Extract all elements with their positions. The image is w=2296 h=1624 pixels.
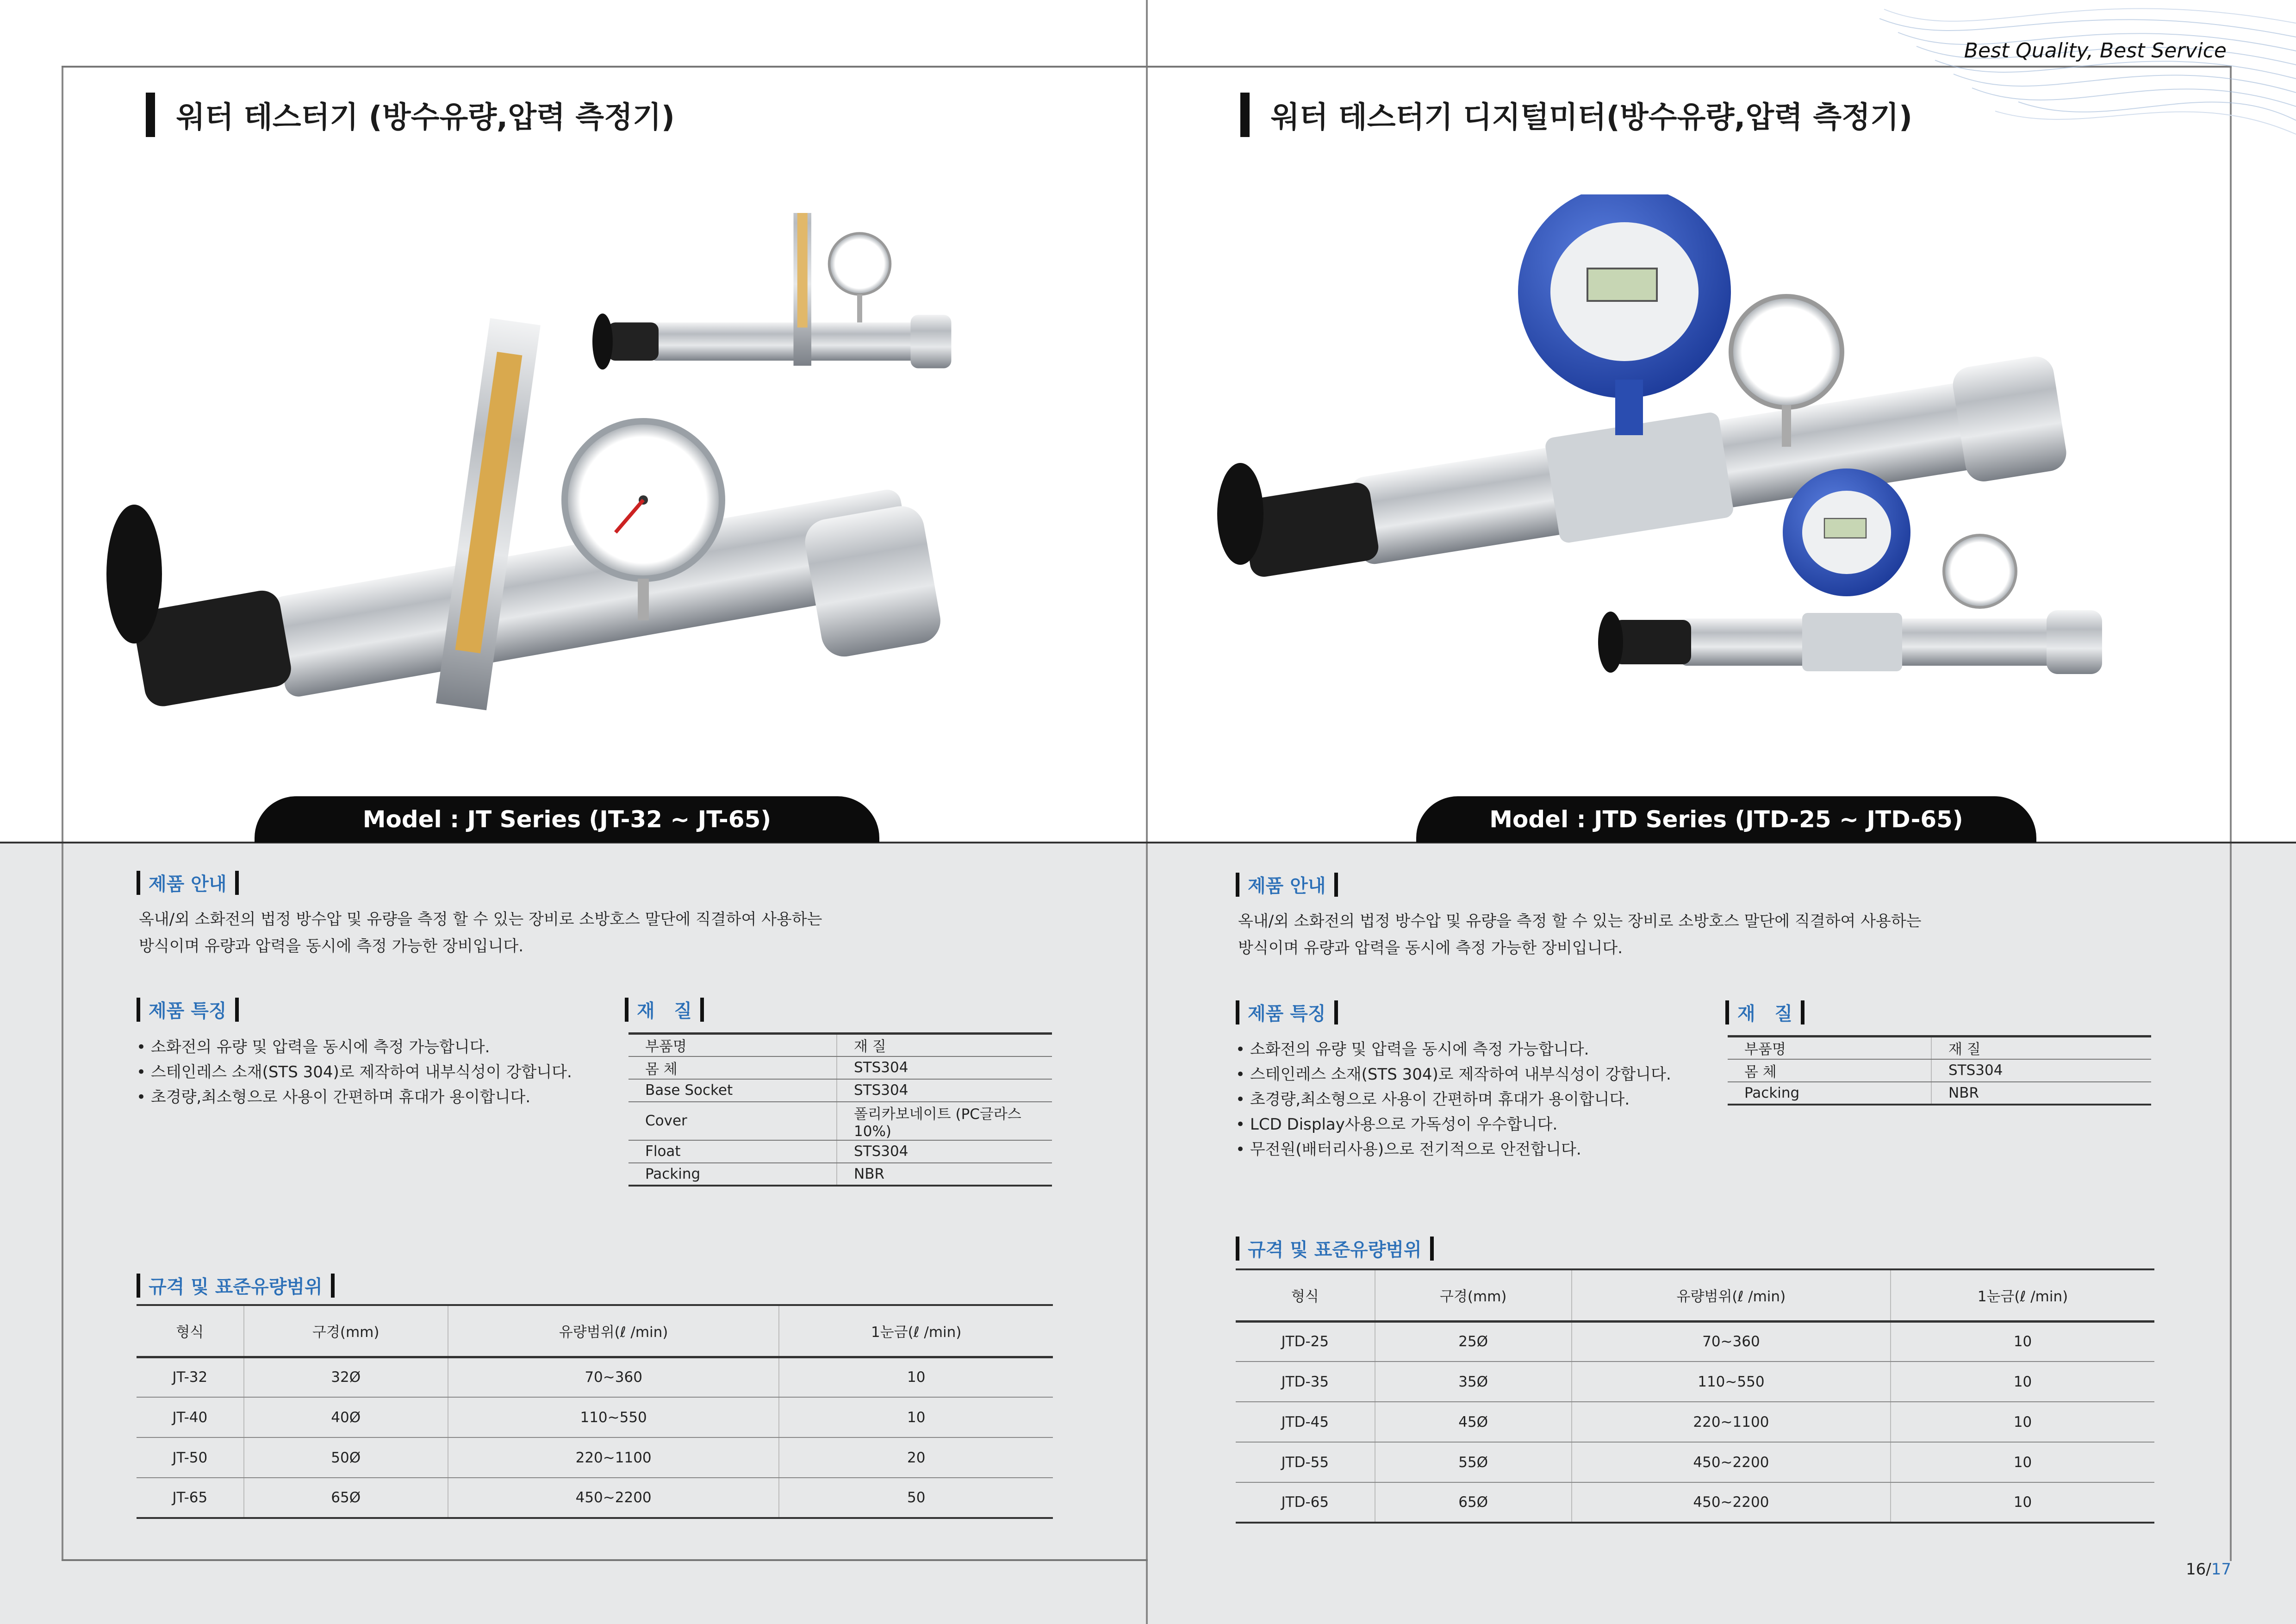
- list-item: • 초경량,최소형으로 사용이 간편하며 휴대가 용이합니다.: [137, 1085, 572, 1110]
- wave-decoration-icon: [1879, 0, 2296, 139]
- table-row: JT-32 32Ø 70~360 10: [137, 1357, 1053, 1397]
- right-page-title: [1240, 93, 1912, 137]
- right-frame-edge: [2230, 66, 2232, 1561]
- list-item: • LCD Display사용으로 가독성이 우수합니다.: [1236, 1112, 1671, 1137]
- table-row: 부품명 재 질: [1728, 1037, 2151, 1059]
- table-row: 몸 체 STS304: [628, 1056, 1052, 1079]
- table-row: JTD-65 65Ø 450~2200 10: [1236, 1482, 2154, 1523]
- table-row: 부품명 재 질: [628, 1034, 1052, 1056]
- table-row: JTD-55 55Ø 450~2200 10: [1236, 1442, 2154, 1482]
- right-spec-table: [1236, 1268, 2154, 1524]
- bottom-frame-line: [62, 1559, 1148, 1561]
- title-bar: [146, 93, 155, 137]
- left-title-text: 워터 테스터기 (방수유량,압력 측정기): [176, 100, 675, 135]
- left-material-heading: 재 질: [625, 996, 704, 1023]
- left-intro-heading: 제품 안내: [137, 869, 239, 896]
- table-header-row: 형식 구경(mm) 유량범위(ℓ /min) 1눈금(ℓ /min): [1236, 1269, 2154, 1321]
- table-row: Packing NBR: [1728, 1082, 2151, 1105]
- list-item: • 소화전의 유량 및 압력을 동시에 측정 가능합니다.: [137, 1035, 572, 1060]
- list-item: • 소화전의 유량 및 압력을 동시에 측정 가능합니다.: [1236, 1037, 1671, 1062]
- left-page-title: [146, 93, 675, 137]
- tagline: Best Quality, Best Service: [1964, 39, 2227, 62]
- table-row: JT-65 65Ø 450~2200 50: [137, 1478, 1053, 1518]
- list-item: • 초경량,최소형으로 사용이 간편하며 휴대가 용이합니다.: [1236, 1087, 1671, 1112]
- left-material-table: [628, 1032, 1052, 1187]
- table-row: 몸 체 STS304: [1728, 1059, 2151, 1082]
- left-frame-edge: [62, 66, 63, 1561]
- right-title-text: 워터 테스터기 디지털미터(방수유량,압력 측정기): [1271, 100, 1913, 135]
- title-bar: [1240, 93, 1250, 137]
- right-material-table: [1728, 1035, 2151, 1106]
- right-material-heading: 재 질: [1725, 999, 1804, 1025]
- table-header-row: 형식 구경(mm) 유량범위(ℓ /min) 1눈금(ℓ /min): [137, 1305, 1053, 1357]
- page-number: 16/17: [2186, 1560, 2231, 1579]
- table-row: Float STS304: [628, 1140, 1052, 1163]
- jtd-series-product-image: [1213, 194, 2166, 768]
- table-row: Base Socket STS304: [628, 1079, 1052, 1102]
- right-intro-heading: 제품 안내: [1236, 871, 1338, 898]
- table-row: JTD-25 25Ø 70~360 10: [1236, 1321, 2154, 1362]
- right-spec-heading: 규격 및 표준유량범위: [1236, 1235, 1434, 1262]
- list-item: • 무전원(배터리사용)으로 전기적으로 안전합니다.: [1236, 1137, 1671, 1162]
- left-intro-text: 옥내/외 소화전의 법정 방수압 및 유량을 측정 할 수 있는 장비로 소방호스 말단에 직결하여 사용하는 방식이며 유량과 압력을 동시에 측정 가능한 장비입니다.: [139, 910, 822, 956]
- left-spec-heading: 규격 및 표준유량범위: [137, 1272, 335, 1299]
- table-row: Packing NBR: [628, 1163, 1052, 1186]
- left-features-heading: 제품 특징: [137, 996, 239, 1023]
- jt-model-tab: Model : JT Series (JT-32 ~ JT-65): [255, 796, 879, 843]
- jtd-model-tab: Model : JTD Series (JTD-25 ~ JTD-65): [1416, 796, 2036, 843]
- table-row: JT-40 40Ø 110~550 10: [137, 1397, 1053, 1437]
- table-row: Cover 폴리카보네이트 (PC글라스 10%): [628, 1102, 1052, 1140]
- left-spec-table: [137, 1304, 1053, 1519]
- page-spine: [1146, 0, 1148, 1624]
- list-item: • 스테인레스 소재(STS 304)로 제작하여 내부식성이 강합니다.: [1236, 1062, 1671, 1087]
- table-row: JT-50 50Ø 220~1100 20: [137, 1437, 1053, 1478]
- right-intro-text: 옥내/외 소화전의 법정 방수압 및 유량을 측정 할 수 있는 장비로 소방호스 말단에 직결하여 사용하는 방식이며 유량과 압력을 동시에 측정 가능한 장비입니다.: [1238, 912, 1922, 957]
- left-features-list: [137, 1035, 572, 1110]
- table-row: JTD-45 45Ø 220~1100 10: [1236, 1402, 2154, 1442]
- right-features-list: [1236, 1037, 1671, 1162]
- table-row: JTD-35 35Ø 110~550 10: [1236, 1362, 2154, 1402]
- list-item: • 스테인레스 소재(STS 304)로 제작하여 내부식성이 강합니다.: [137, 1060, 572, 1085]
- right-features-heading: 제품 특징: [1236, 999, 1338, 1025]
- jt-series-product-image: [106, 213, 1101, 796]
